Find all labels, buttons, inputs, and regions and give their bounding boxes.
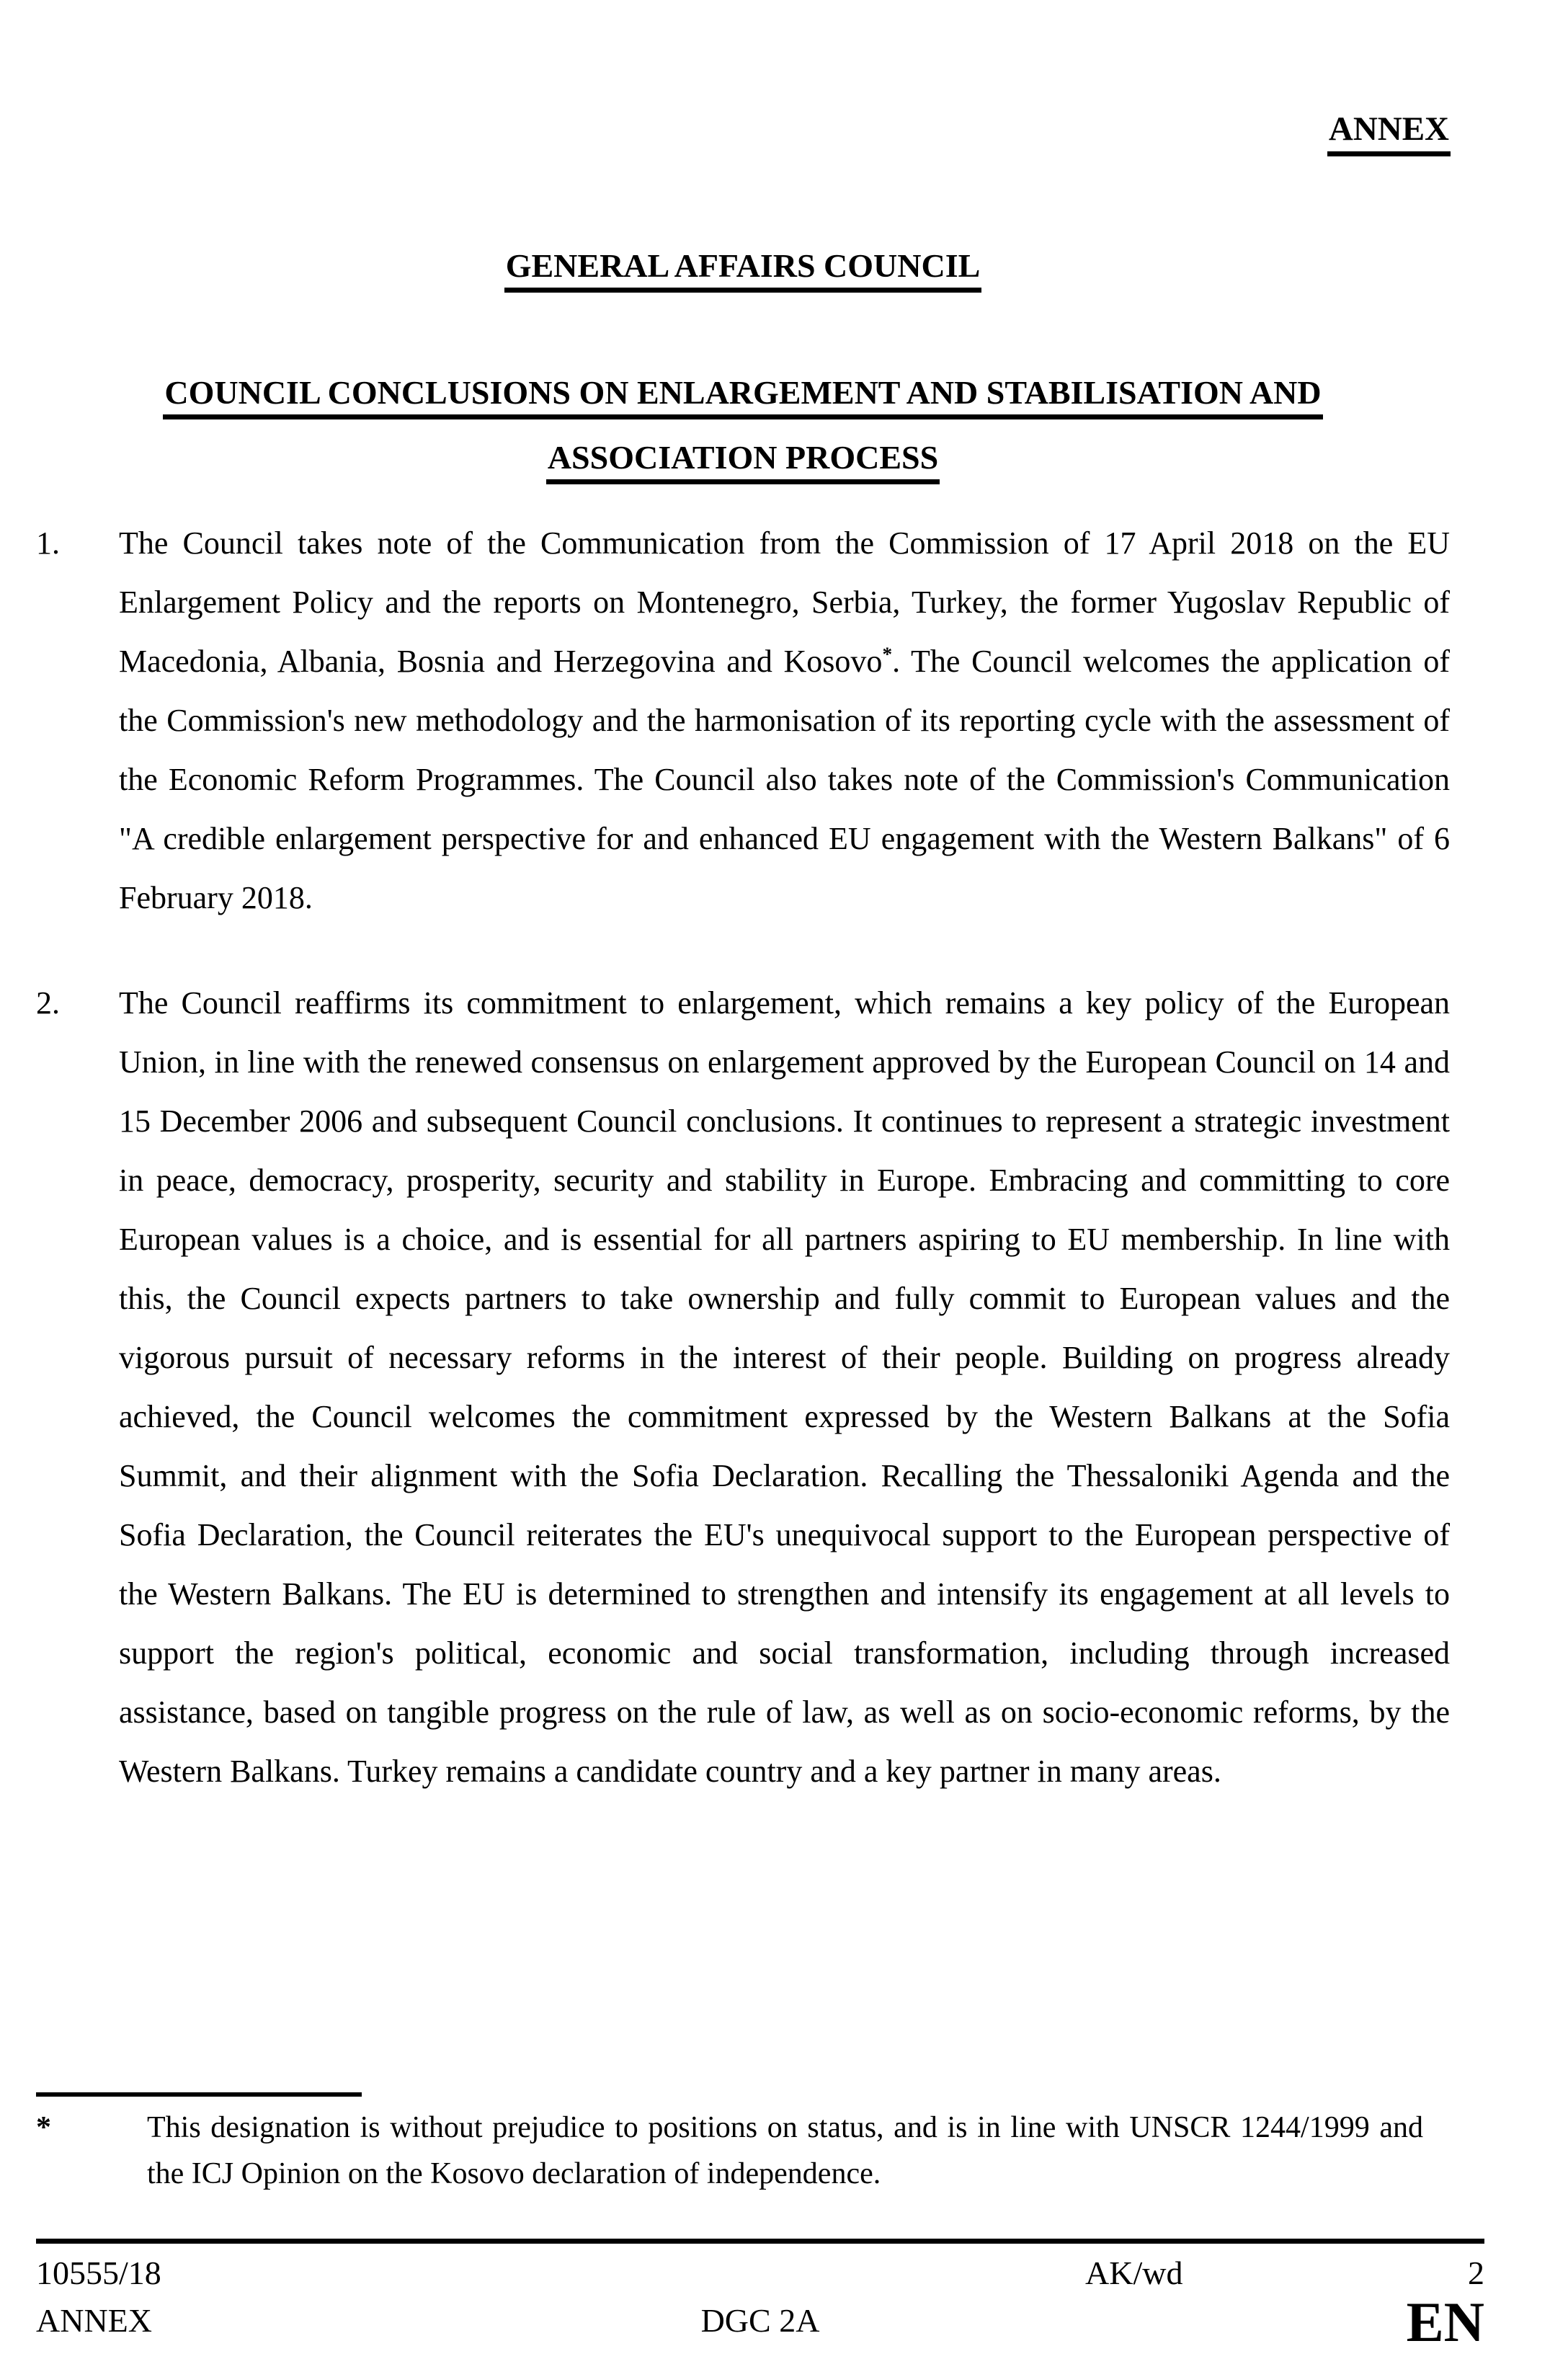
paragraph-1-number: 1. xyxy=(36,525,60,561)
footer-annex-label: ANNEX xyxy=(36,2302,152,2339)
footnote-text: This designation is without prejudice to positions on status, and is in line with UNSCR 1244/1999 and the ICJ Opinion on the Kosovo declaration of independence. xyxy=(147,2111,1423,2190)
paragraph-2-number: 2. xyxy=(36,985,60,1021)
footnote xyxy=(36,2105,1423,2197)
paragraph-1-text xyxy=(119,514,1450,928)
paragraph-1 xyxy=(36,514,1450,928)
document-subtitle-line-1 xyxy=(36,373,1450,419)
footer-row-1 xyxy=(36,2254,1484,2300)
footnote-separator-rule xyxy=(36,2092,362,2097)
paragraph-1-text-after-marker: . The Council welcomes the application of the Commission's new methodology and the harmonisation of its reporting cycle with the assessment of the Economic Reform Programmes. The Council also takes note of the Commission's Communication "A credible enlargement perspective for and enhanced EU engagement with the Western Balkans" of 6 February 2018. xyxy=(119,644,1450,915)
document-subtitle-line-1-text: COUNCIL CONCLUSIONS ON ENLARGEMENT AND STABILISATION AND xyxy=(163,373,1322,419)
footer-department: DGC 2A xyxy=(700,2302,820,2339)
footer-page-number: 2 xyxy=(1468,2254,1484,2291)
footer-initials: AK/wd xyxy=(1085,2254,1183,2291)
footer-separator-rule xyxy=(36,2239,1484,2244)
page-footer xyxy=(36,2239,1484,2353)
paragraph-2 xyxy=(36,974,1450,1801)
annex-header xyxy=(1327,110,1451,156)
document-subtitle-line-2-text: ASSOCIATION PROCESS xyxy=(546,438,940,484)
document-title-text: GENERAL AFFAIRS COUNCIL xyxy=(504,246,982,293)
footnote-reference-asterisk: * xyxy=(882,643,893,665)
document-subtitle-line-2 xyxy=(36,438,1450,484)
paragraph-1-text-before-marker: The Council takes note of the Communication from the Commission of 17 April 2018 on the EU Enlargement Policy and the reports on Montenegro, Serbia, Turkey, the former Yugoslav Republic of Macedonia, Albania, Bosnia and Herzegovina and Kosovo xyxy=(119,525,1450,679)
annex-header-label: ANNEX xyxy=(1327,110,1451,156)
footnote-marker: * xyxy=(36,2111,51,2144)
footer-doc-number: 10555/18 xyxy=(36,2254,161,2291)
paragraph-2-text: The Council reaffirms its commitment to enlargement, which remains a key policy of the European Union, in line with the renewed consensus on enlargement approved by the European Council on 14 and 15 December 2006 and subsequent Council conclusions. It continues to represent a strategic investment in peace, democracy, prosperity, security and stability in Europe. Embracing and committing to core European values is a choice, and is essential for all partners aspiring to EU membership. In line with this, the Council expects partners to take ownership and fully commit to European values and the vigorous pursuit of necessary reforms in the interest of their people. Building on progress already achieved, the Council welcomes the commitment expressed by the Western Balkans at the Sofia Summit, and their alignment with the Sofia Declaration. Recalling the Thessaloniki Agenda and the Sofia Declaration, the Council reiterates the EU's unequivocal support to the European perspective of the Western Balkans. The EU is determined to strengthen and intensify its engagement at all levels to support the region's political, economic and social transformation, including through increased assistance, based on tangible progress on the rule of law, as well as on socio-economic reforms, by the Western Balkans. Turkey remains a candidate country and a key partner in many areas. xyxy=(119,985,1450,1789)
footer-row-2 xyxy=(36,2291,1484,2353)
footer-language-code: EN xyxy=(1406,2291,1484,2353)
document-title xyxy=(36,246,1450,293)
